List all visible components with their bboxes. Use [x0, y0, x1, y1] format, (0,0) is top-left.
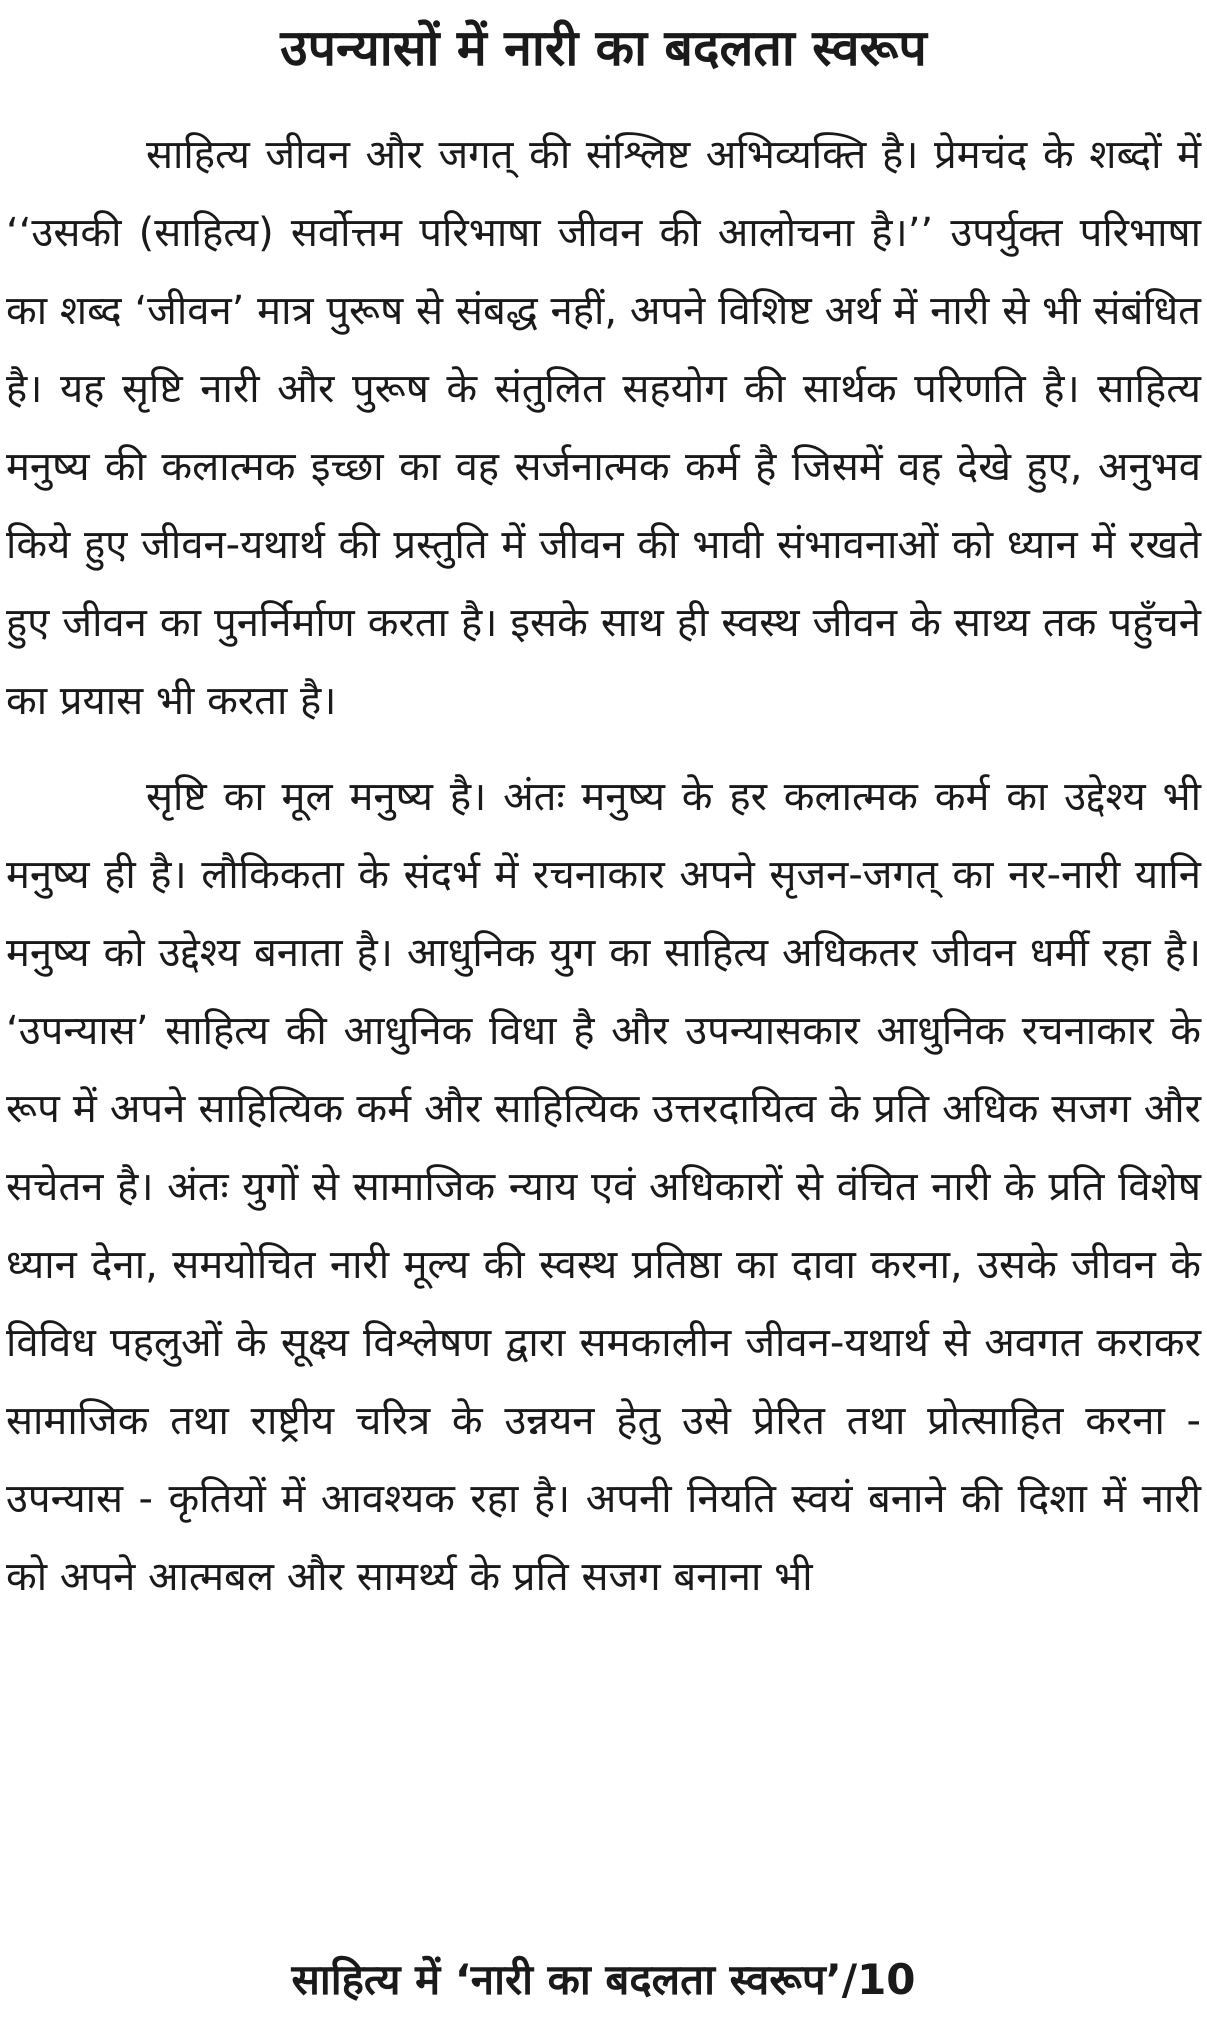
- paragraph-1: साहित्य जीवन और जगत् की संश्लिष्ट अभिव्यक्ति है। प्रेमचंद के शब्दों में ‘‘उसकी (साहित्य) सर्वोत्तम परिभाषा जीवन की आलोचना है।’’ उपर्युक्त परिभाषा का शब्द ‘जीवन’ मात्र पुरूष से संबद्ध नहीं, अपने विशिष्ट अर्थ में नारी से भी संबंधित है। यह सृष्टि नारी और पुरूष के संतुलित सहयोग की सार्थक परिणति है। साहित्य मनुष्य की कलात्मक इच्छा का वह सर्जनात्मक कर्म है जिसमें वह देखे हुए, अनुभव किये हुए जीवन-यथार्थ की प्रस्तुति में जीवन की भावी संभावनाओं को ध्यान में रखते हुए जीवन का पुनर्निर्माण करता है। इसके साथ ही स्वस्थ जीवन के साथ्य तक पहुँचने का प्रयास भी करता है।: [6, 132, 1201, 724]
- page-footer: साहित्य में ‘नारी का बदलता स्वरूप’/10: [291, 1955, 916, 2004]
- paragraph-2: सृष्टि का मूल मनुष्य है। अंतः मनुष्य के हर कलात्मक कर्म का उद्देश्य भी मनुष्य ही है। लौकिकता के संदर्भ में रचनाकार अपने सृजन-जगत् का नर-नारी यानि मनुष्य को उद्देश्य बनाता है। आधुनिक युग का साहित्य अधिकतर जीवन धर्मी रहा है। ‘उपन्यास’ साहित्य की आधुनिक विधा है और उपन्यासकार आधुनिक रचनाकार के रूप में अपने साहित्यिक कर्म और साहित्यिक उत्तरदायित्व के प्रति अधिक सजग और सचेतन है। अंतः युगों से सामाजिक न्याय एवं अधिकारों से वंचित नारी के प्रति विशेष ध्यान देना, समयोचित नारी मूल्य की स्वस्थ प्रतिष्ठा का दावा करना, उसके जीवन के विविध पहलुओं के सूक्ष्य विश्लेषण द्वारा समकालीन जीवन-यथार्थ से अवगत कराकर सामाजिक तथा राष्ट्रीय चरित्र के उन्नयन हेतु उसे प्रेरित तथा प्रोत्साहित करना - उपन्यास - कृतियों में आवश्यक रहा है। अपनी नियति स्वयं बनाने की दिशा में नारी को अपने आत्मबल और सामर्थ्य के प्रति सजग बनाना भी: [6, 774, 1201, 1600]
- page-title: उपन्यासों में नारी का बदलता स्वरूप: [280, 19, 927, 77]
- body-text: [6, 116, 1201, 1616]
